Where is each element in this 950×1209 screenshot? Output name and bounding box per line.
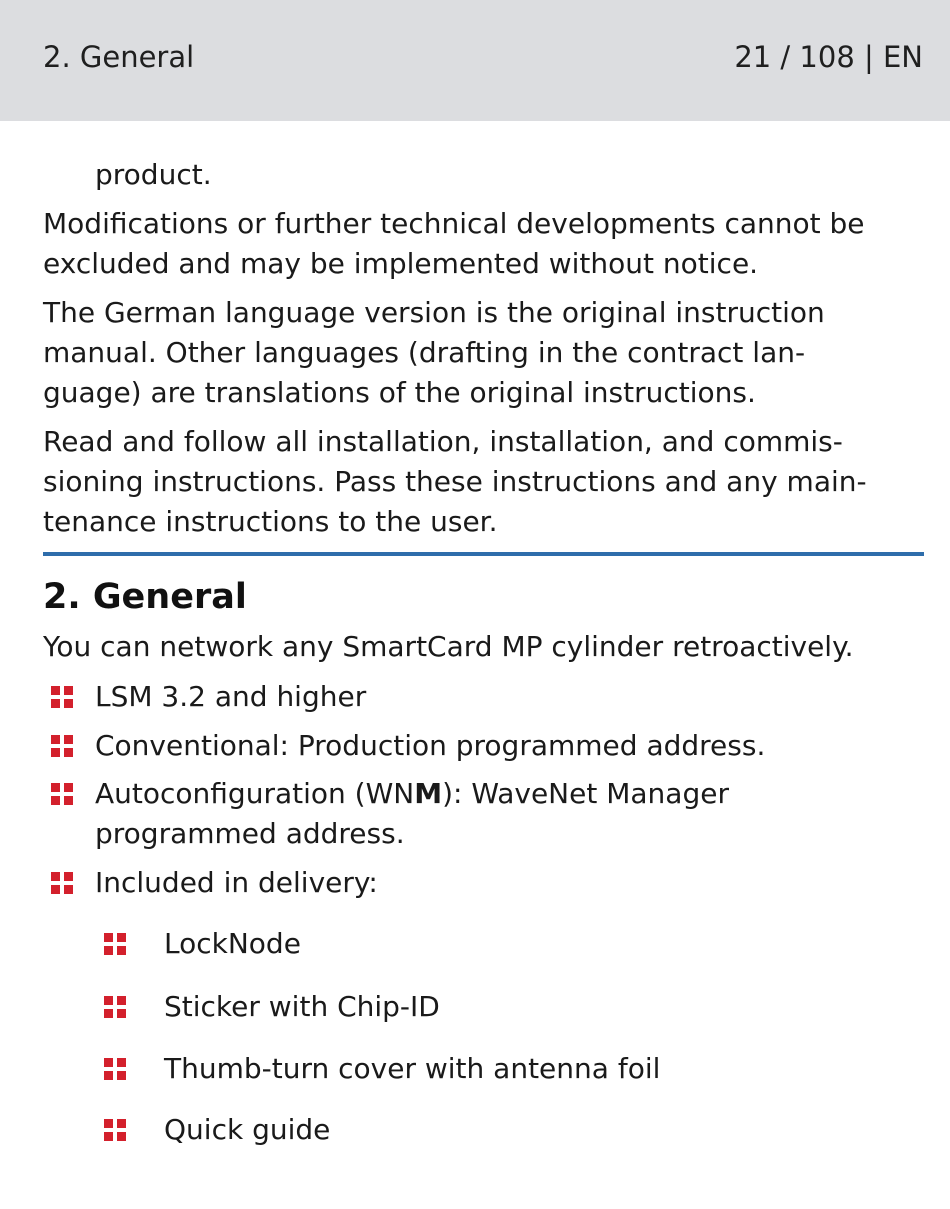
sub-list-item: LockNode: [164, 927, 301, 960]
bullet-icon: [51, 783, 73, 805]
paragraph-line: tenance instructions to the user.: [43, 505, 498, 538]
list-item: [95, 774, 729, 814]
paragraph-line: guage) are translations of the original instructions.: [43, 376, 756, 409]
list-item-continuation: programmed address.: [95, 817, 405, 850]
header-page-info: 21 / 108 | EN: [734, 40, 923, 74]
bullet-icon: [104, 933, 126, 955]
bullet-icon: [104, 996, 126, 1018]
list-item-bold-text: M: [414, 777, 443, 810]
paragraph-line: sioning instructions. Pass these instructions and any main-: [43, 465, 867, 498]
list-item: LSM 3.2 and higher: [95, 680, 367, 713]
sub-list-item: Sticker with Chip-ID: [164, 990, 440, 1023]
section-heading: 2. General: [43, 577, 247, 617]
sub-list-item: Quick guide: [164, 1113, 331, 1146]
list-item: Included in delivery:: [95, 866, 378, 899]
paragraph-line: Modifications or further technical developments cannot be: [43, 207, 865, 240]
list-item-text: Autoconfiguration (WN: [95, 777, 415, 810]
bullet-icon: [104, 1119, 126, 1141]
page-header: [0, 0, 950, 121]
sub-list-item: Thumb-turn cover with antenna foil: [164, 1052, 661, 1085]
paragraph-line: manual. Other languages (drafting in the contract lan-: [43, 336, 806, 369]
bullet-icon: [51, 686, 73, 708]
section-lead-text: You can network any SmartCard MP cylinder retroactively.: [43, 630, 854, 663]
bullet-icon: [51, 872, 73, 894]
bullet-icon: [104, 1058, 126, 1080]
bullet-icon: [51, 735, 73, 757]
paragraph-line: The German language version is the original instruction: [43, 296, 825, 329]
list-item: Conventional: Production programmed address.: [95, 729, 766, 762]
list-item-text: ): WaveNet Manager: [442, 777, 729, 810]
continuation-text: product.: [95, 158, 212, 191]
paragraph-line: excluded and may be implemented without notice.: [43, 247, 759, 280]
section-divider: [43, 552, 924, 556]
header-section-title: 2. General: [43, 40, 195, 74]
paragraph-line: Read and follow all installation, installation, and commis-: [43, 425, 843, 458]
